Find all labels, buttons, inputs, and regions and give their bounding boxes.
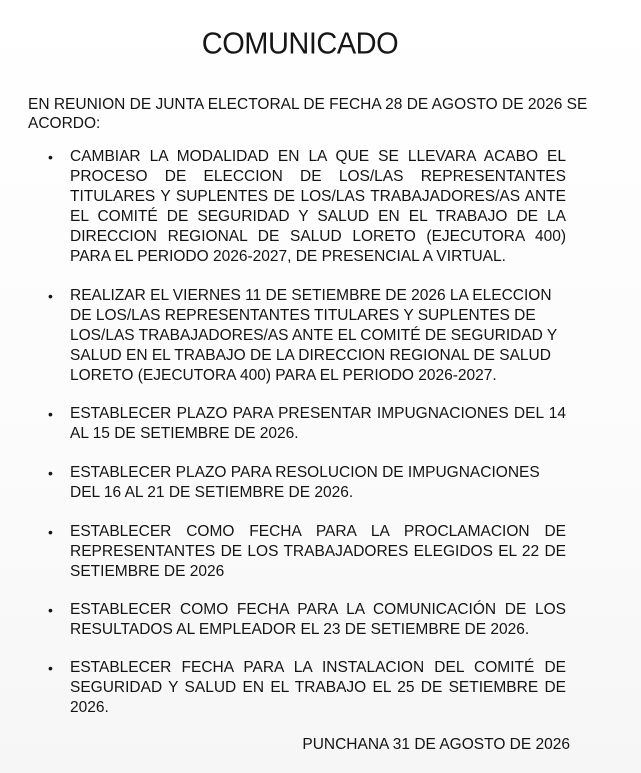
bullet-icon: •	[48, 465, 53, 481]
list-item-text: ESTABLECER COMO FECHA PARA LA COMUNICACIÓN DE LOS RESULTADOS AL EMPLEADOR EL 23 DE SETIEMBRE DE 2026.	[70, 601, 566, 638]
bullet-icon: •	[48, 406, 53, 422]
bullet-icon: •	[48, 149, 53, 165]
intro-paragraph: EN REUNION DE JUNTA ELECTORAL DE FECHA 28 DE AGOSTO DE 2026 SE ACORDO:	[28, 96, 588, 132]
place-date-line: PUNCHANA 31 DE AGOSTO DE 2026	[302, 736, 570, 753]
bullet-icon: •	[48, 524, 53, 540]
document-title: COMUNICADO	[201, 27, 399, 61]
list-item-text: CAMBIAR LA MODALIDAD EN LA QUE SE LLEVARA ACABO EL PROCESO DE ELECCION DE LOS/LAS REPRESENTANTES TITULARES Y SUPLENTES DE LOS/LAS TRABAJADORES/AS ANTE EL COMITÉ DE SEGURIDAD Y SALUD EN EL TRABAJO DE LA DIRECCION REGIONAL DE SALUD LORETO (EJECUTORA 400) PARA EL PERIODO 2026-2027, DE PRESENCIAL A VIRTUAL.	[70, 148, 566, 265]
list-item-text: ESTABLECER PLAZO PARA RESOLUCION DE IMPUGNACIONES DEL 16 AL 21 DE SETIEMBRE DE 2026.	[70, 464, 540, 501]
bullet-icon: •	[48, 602, 53, 618]
list-item-text: ESTABLECER PLAZO PARA PRESENTAR IMPUGNACIONES DEL 14 AL 15 DE SETIEMBRE DE 2026.	[70, 405, 566, 442]
bullet-icon: •	[48, 288, 53, 304]
list-item-text: ESTABLECER COMO FECHA PARA LA PROCLAMACION DE REPRESENTANTES DE LOS TRABAJADORES ELEGIDOS EL 22 DE SETIEMBRE DE 2026	[70, 523, 566, 580]
bullet-icon: •	[48, 660, 53, 676]
list-item-text: REALIZAR EL VIERNES 11 DE SETIEMBRE DE 2026 LA ELECCION DE LOS/LAS REPRESENTANTES TITULARES Y SUPLENTES DE LOS/LAS TRABAJADORES/AS ANTE EL COMITÉ DE SEGURIDAD Y SALUD EN EL TRABAJO DE LA DIRECCION REGIONAL DE SALUD LORETO (EJECUTORA 400) PARA EL PERIODO 2026-2027.	[70, 287, 557, 384]
list-item-text: ESTABLECER FECHA PARA LA INSTALACION DEL COMITÉ DE SEGURIDAD Y SALUD EN EL TRABAJO EL 25 DE SETIEMBRE DE 2026.	[70, 659, 566, 716]
